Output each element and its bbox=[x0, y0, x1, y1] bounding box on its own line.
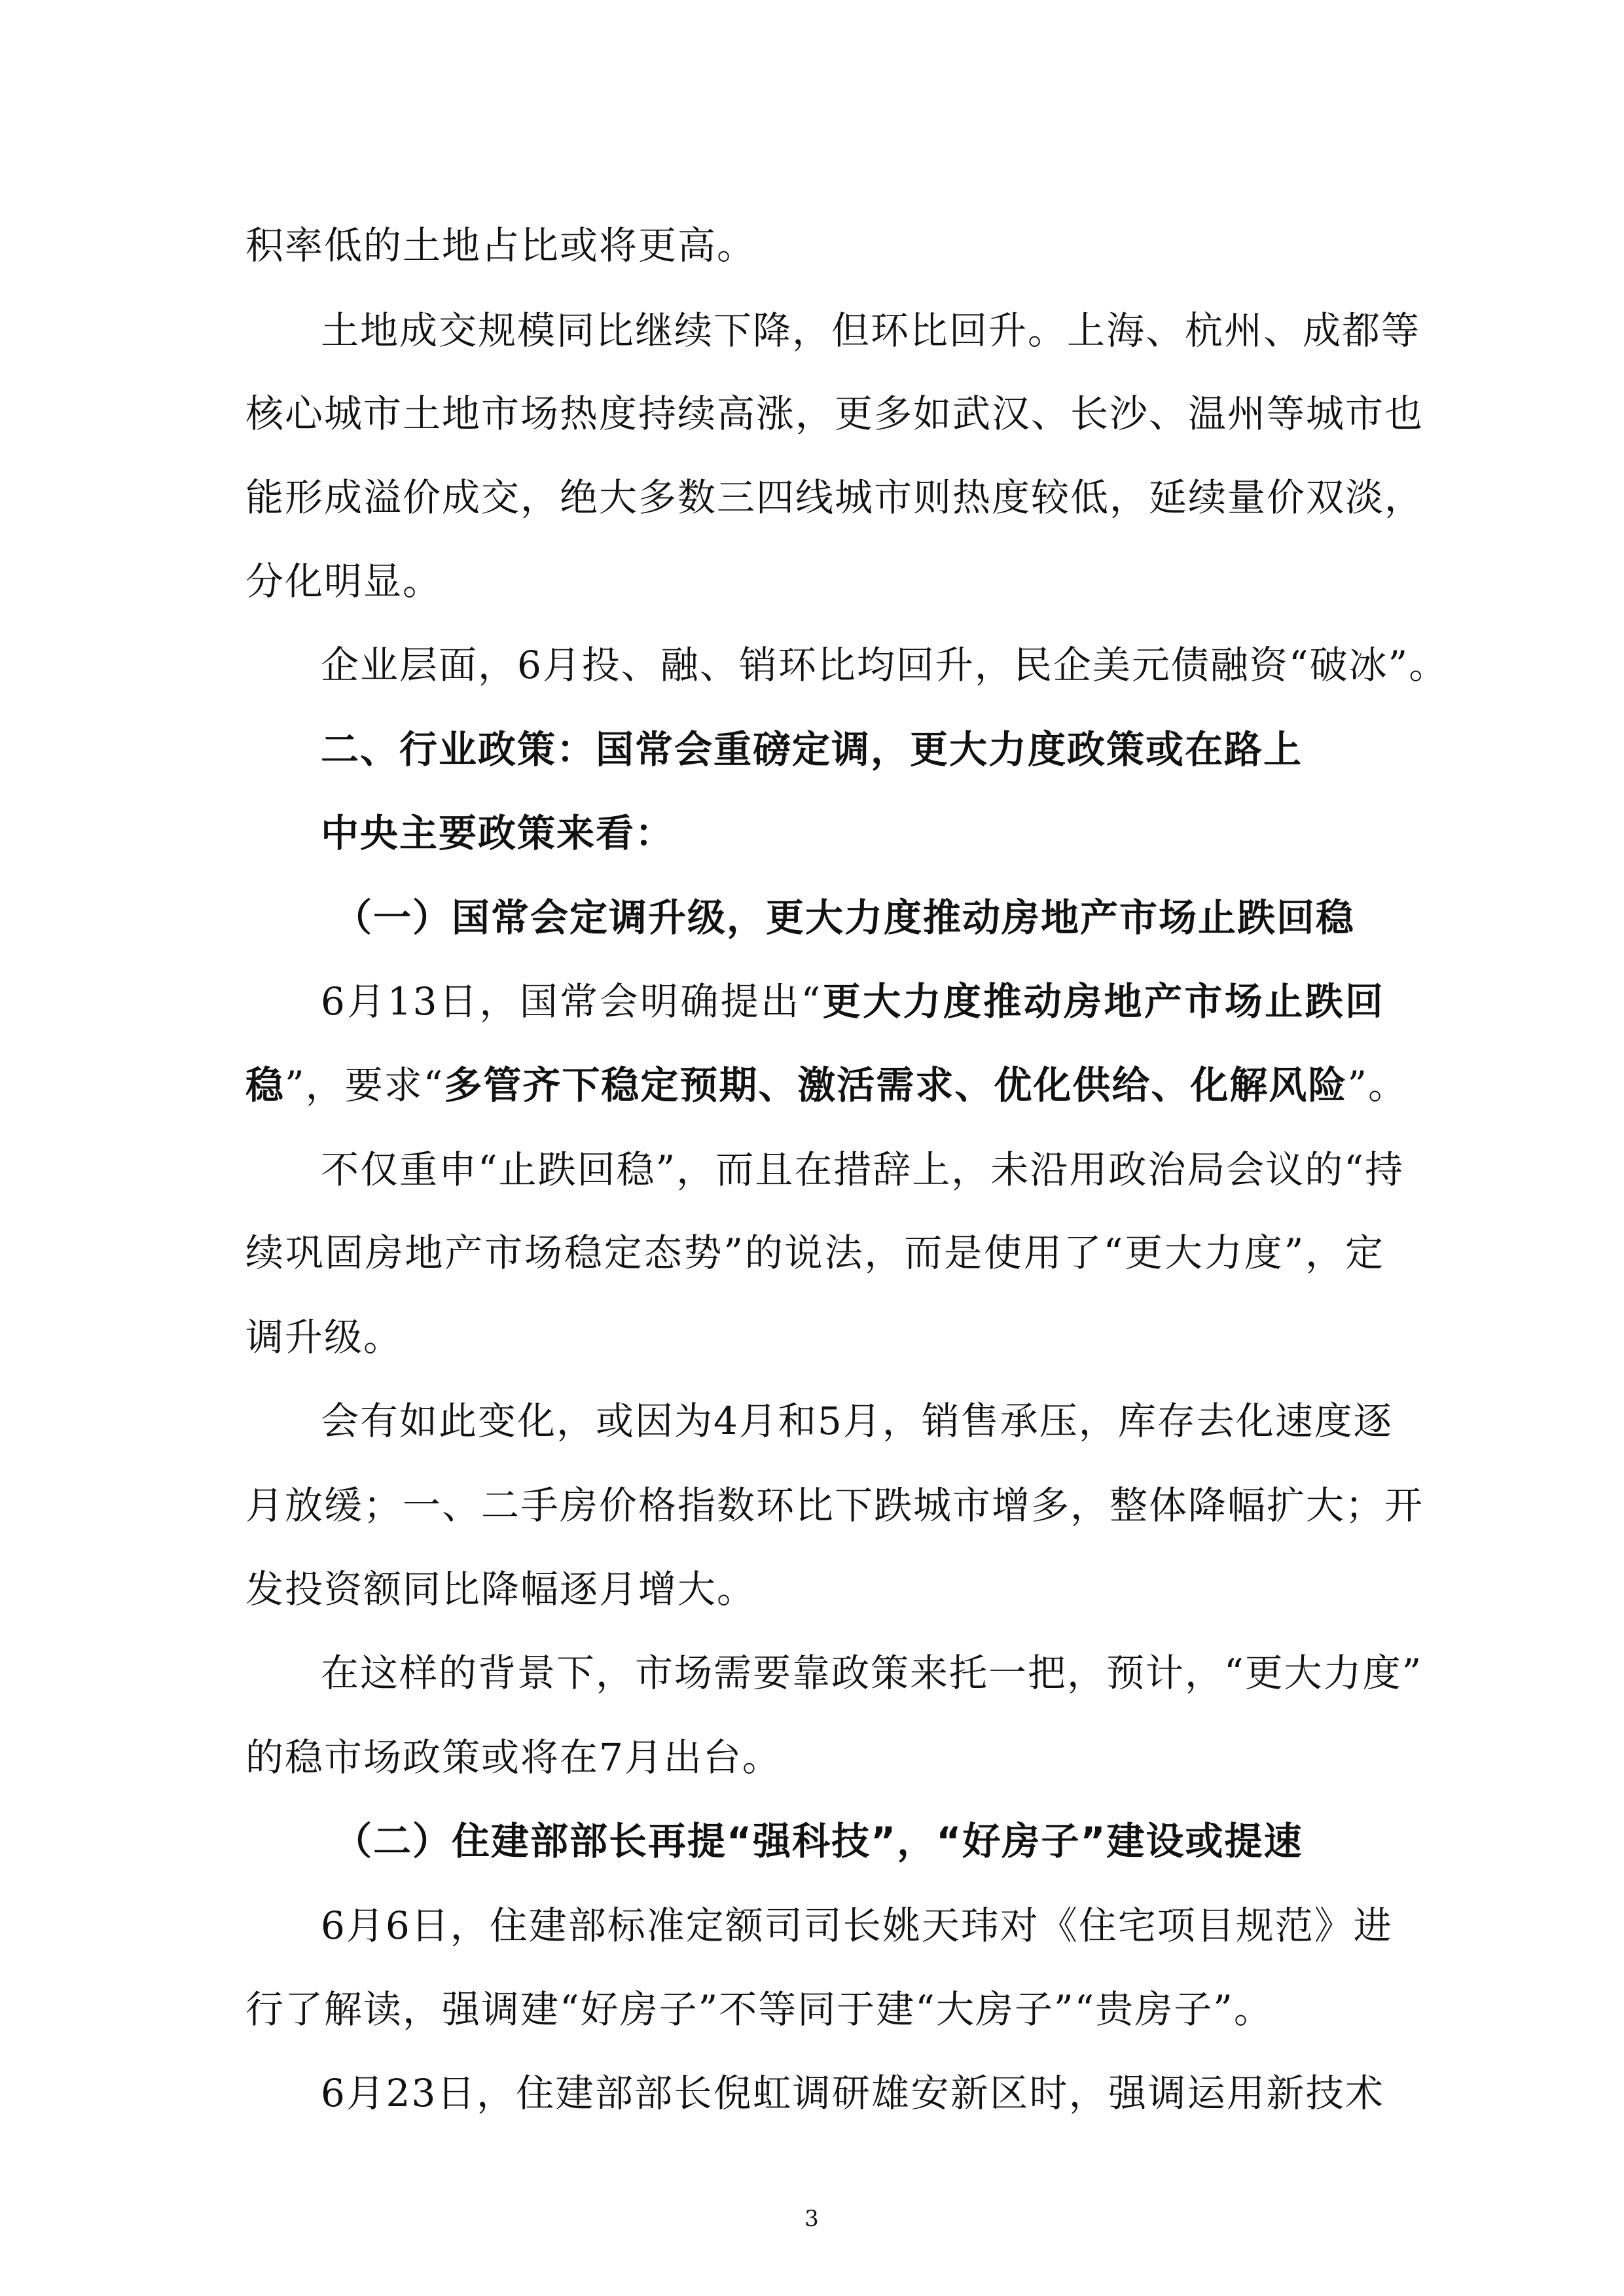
paragraph-line: 行了解读，强调建“好房子”不等同于建“大房子”“贵房子”。 bbox=[245, 1987, 1273, 2032]
bold-text-span: 更大力度推动房地产市场止跌回 bbox=[821, 979, 1384, 1024]
paragraph-line: 分化明显。 bbox=[245, 559, 442, 603]
subsection-heading: （二）住建部部长再提“强科技”，“好房子”建设或提速 bbox=[334, 1819, 1303, 1863]
paragraph-line: 6月6日，住建部标准定额司司长姚天玮对《住宅项目规范》进 bbox=[321, 1903, 1393, 1948]
paragraph-line: 会有如此变化，或因为4月和5月，销售承压，库存去化速度逐 bbox=[321, 1399, 1393, 1443]
paragraph-line: 月放缓；一、二手房价格指数环比下跌城市增多，整体降幅扩大；开 bbox=[245, 1483, 1424, 1528]
paragraph-line: 企业层面，6月投、融、销环比均回升，民企美元债融资“破冰”。 bbox=[321, 643, 1449, 687]
paragraph-line: 发投资额同比降幅逐月增大。 bbox=[245, 1567, 757, 1611]
text-span: ”。 bbox=[1347, 1063, 1407, 1107]
paragraph-line: 积率低的土地占比或将更高。 bbox=[245, 223, 757, 268]
page-number: 3 bbox=[804, 2206, 819, 2232]
text-span: 6月13日，国常会明确提出“ bbox=[321, 979, 822, 1024]
subheading: 中央主要政策来看： bbox=[321, 811, 675, 855]
paragraph-line: 能形成溢价成交，绝大多数三四线城市则热度较低，延续量价双淡， bbox=[245, 475, 1424, 520]
paragraph-line: 土地成交规模同比继续下降，但环比回升。上海、杭州、成都等 bbox=[321, 308, 1421, 353]
subsection-heading: （一）国常会定调升级，更大力度推动房地产市场止跌回稳 bbox=[334, 895, 1356, 940]
mixed-paragraph-line bbox=[245, 1059, 1407, 1111]
section-heading: 二、行业政策：国常会重磅定调，更大力度政策或在路上 bbox=[321, 727, 1303, 772]
mixed-paragraph-line bbox=[321, 975, 1384, 1028]
paragraph-line: 核心城市土地市场热度持续高涨，更多如武汉、长沙、温州等城市也 bbox=[245, 391, 1424, 436]
paragraph-line: 续巩固房地产市场稳定态势”的说法，而是使用了“更大力度”，定 bbox=[245, 1230, 1384, 1275]
paragraph-line: 调升级。 bbox=[245, 1315, 403, 1359]
paragraph-line: 在这样的背景下，市场需要靠政策来托一把，预计，“更大力度” bbox=[321, 1651, 1423, 1695]
bold-text-span: 稳 bbox=[245, 1063, 285, 1107]
text-span: ”，要求“ bbox=[285, 1063, 444, 1107]
paragraph-line: 不仅重申“止跌回稳”，而且在措辞上，未沿用政治局会议的“持 bbox=[321, 1147, 1404, 1192]
bold-text-span: 多管齐下稳定预期、激活需求、优化供给、化解风险 bbox=[444, 1063, 1348, 1107]
paragraph-line: 6月23日，住建部部长倪虹调研雄安新区时，强调运用新技术 bbox=[321, 2071, 1384, 2115]
paragraph-line: 的稳市场政策或将在7月出台。 bbox=[245, 1735, 782, 1780]
